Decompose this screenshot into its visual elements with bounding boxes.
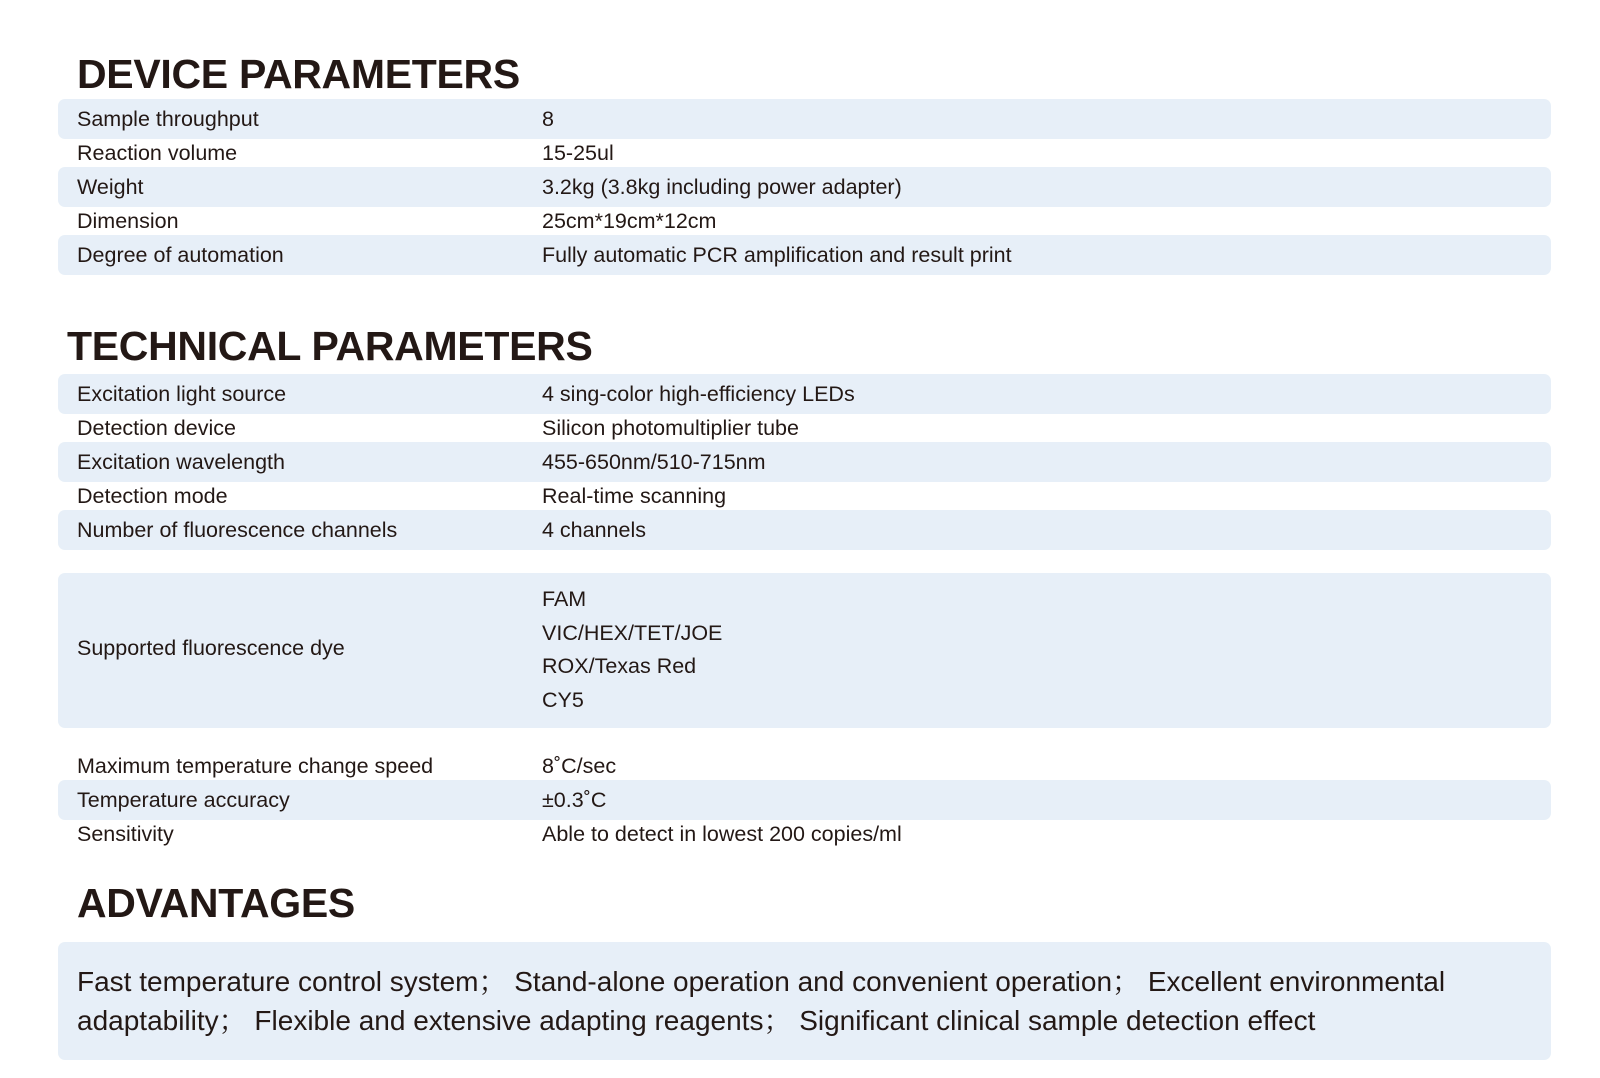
param-value: Silicon photomultiplier tube <box>542 416 799 440</box>
param-label: Excitation light source <box>77 382 287 406</box>
param-label: Sensitivity <box>77 822 174 846</box>
device-parameters-heading: DEVICE PARAMETERS <box>77 51 520 97</box>
param-value: 3.2kg (3.8kg including power adapter) <box>542 175 902 199</box>
param-value: 8 <box>542 107 554 131</box>
param-label: Detection mode <box>77 484 228 508</box>
dye-item: ROX/Texas Red <box>542 654 697 678</box>
param-value: ±0.3˚C <box>542 788 607 812</box>
param-value: 455-650nm/510-715nm <box>542 450 766 474</box>
dye-item: VIC/HEX/TET/JOE <box>542 620 723 645</box>
dye-list <box>542 583 722 717</box>
param-label: Degree of automation <box>77 243 284 267</box>
param-value: 8˚C/sec <box>542 754 617 778</box>
dye-item: FAM <box>542 587 587 611</box>
param-value: Real-time scanning <box>542 484 727 508</box>
technical-parameters-table <box>58 374 1551 544</box>
param-label: Number of fluorescence channels <box>77 518 398 542</box>
param-label: Temperature accuracy <box>77 788 290 812</box>
param-value: 4 channels <box>542 518 646 542</box>
fluorescence-dye-block <box>58 573 1551 728</box>
param-label: Supported fluorescence dye <box>77 636 345 660</box>
advantages-heading: ADVANTAGES <box>77 880 355 926</box>
table-row <box>58 814 1551 854</box>
technical-parameters-heading: TECHNICAL PARAMETERS <box>67 323 593 369</box>
param-value: 15-25ul <box>542 141 614 165</box>
param-value: 25cm*19cm*12cm <box>542 209 717 233</box>
param-label: Excitation wavelength <box>77 450 285 474</box>
param-label: Detection device <box>77 416 236 440</box>
technical-parameters-table-continued <box>58 746 1551 848</box>
param-value: 4 sing-color high-efficiency LEDs <box>542 382 855 406</box>
table-row <box>58 235 1551 275</box>
dye-item: CY5 <box>542 687 584 712</box>
advantages-box <box>58 942 1551 1060</box>
param-label: Dimension <box>77 209 179 233</box>
device-parameters-table <box>58 99 1551 269</box>
param-label: Maximum temperature change speed <box>77 754 434 778</box>
param-label: Reaction volume <box>77 141 238 165</box>
param-label: Sample throughput <box>77 107 259 131</box>
param-label: Weight <box>77 175 144 199</box>
table-row <box>58 510 1551 550</box>
param-value: Able to detect in lowest 200 copies/ml <box>542 822 902 846</box>
param-value: Fully automatic PCR amplification and result print <box>542 243 1012 267</box>
advantages-text: Fast temperature control system； Stand-alone operation and convenient operation； Excellent environmental adaptability； Flexible and extensive adapting reagents； Significant clinical sample detection effect <box>77 966 1446 1036</box>
